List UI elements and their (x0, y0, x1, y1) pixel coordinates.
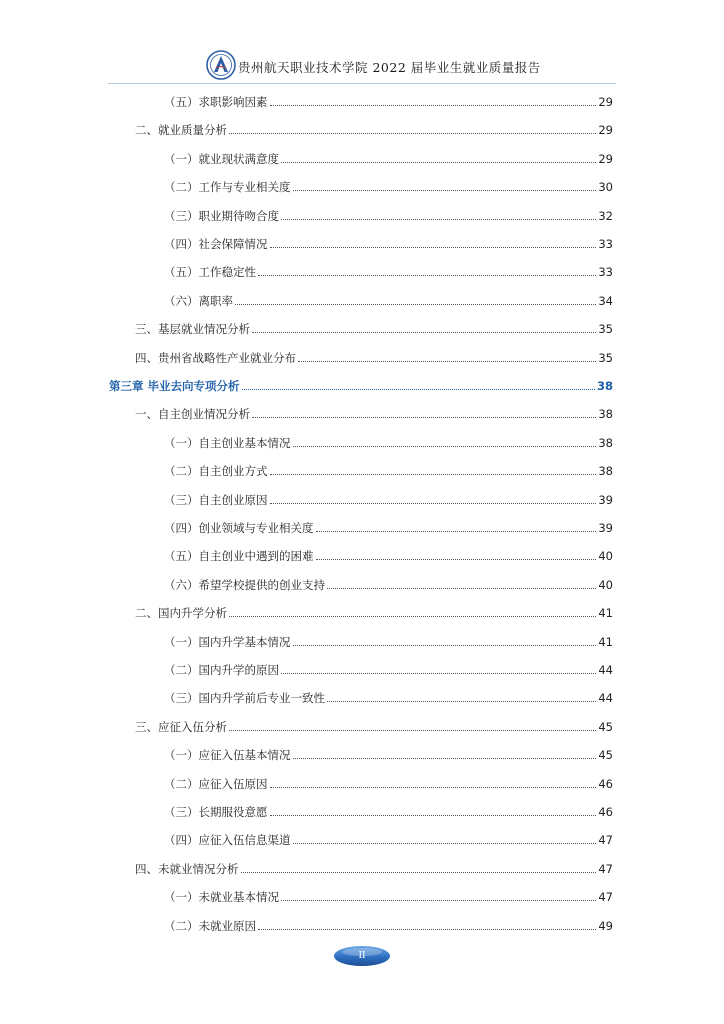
toc-page-number: 33 (598, 237, 613, 251)
toc-dot-leader (327, 701, 596, 702)
toc-entry-title: 二、国内升学分析 (135, 606, 227, 621)
toc-dot-leader (258, 275, 596, 276)
toc-page-number: 38 (598, 435, 613, 450)
toc-entry-title: （五）自主创业中遇到的困难 (164, 549, 314, 564)
toc-page-number: 40 (598, 549, 613, 564)
toc-entry[interactable] (164, 235, 613, 253)
toc-dot-leader (293, 446, 597, 447)
toc-page-number: 35 (598, 350, 613, 365)
toc-dot-leader (281, 900, 596, 901)
toc-entry-title: （四）应征入伍信息渠道 (164, 833, 291, 848)
toc-entry-title: （五）求职影响因素 (164, 95, 268, 109)
toc-dot-leader (242, 389, 595, 390)
toc-dot-leader (270, 474, 597, 475)
toc-dot-leader (327, 588, 596, 589)
header-title: 贵州航天职业技术学院 2022 届毕业生就业质量报告 (238, 60, 541, 75)
toc-dot-leader (252, 332, 596, 333)
toc-entry-title: 一、自主创业情况分析 (135, 407, 250, 422)
toc-page-number: 44 (598, 663, 613, 677)
toc-entry[interactable] (164, 263, 613, 281)
toc-entry[interactable] (164, 917, 613, 935)
toc-dot-leader (316, 531, 597, 532)
toc-entry-title: （二）自主创业方式 (164, 464, 268, 479)
toc-entry[interactable] (164, 661, 613, 679)
toc-entry[interactable] (135, 604, 613, 622)
toc-dot-leader (229, 730, 596, 731)
toc-dot-leader (241, 872, 597, 873)
toc-entry[interactable] (164, 519, 613, 537)
toc-dot-leader (270, 503, 597, 504)
toc-page-number: 46 (598, 805, 613, 819)
toc-dot-leader (235, 304, 596, 305)
toc-entry-title: 四、贵州省战略性产业就业分布 (135, 350, 296, 365)
toc-entry-title: （三）长期服役意愿 (164, 805, 268, 819)
toc-entry-title: （二）未就业原因 (164, 918, 256, 933)
toc-entry-title: （三）自主创业原因 (164, 492, 268, 507)
toc-entry[interactable] (135, 121, 613, 139)
toc-entry-title: （二）工作与专业相关度 (164, 180, 291, 195)
toc-entry-title: （一）应征入伍基本情况 (164, 748, 291, 763)
toc-entry-title: （三）国内升学前后专业一致性 (164, 691, 325, 706)
toc-page-number: 46 (598, 776, 613, 791)
toc-dot-leader (270, 787, 597, 788)
toc-entry-title: （四）创业领域与专业相关度 (164, 521, 314, 535)
toc-dot-leader (252, 417, 596, 418)
toc-dot-leader (316, 559, 597, 560)
toc-entry-title: （二）国内升学的原因 (164, 663, 279, 677)
toc-entry[interactable] (164, 491, 613, 509)
toc-entry[interactable] (164, 803, 613, 821)
toc-dot-leader (281, 162, 596, 163)
toc-page-number: 41 (598, 606, 613, 621)
toc-page-number: 33 (598, 265, 613, 280)
toc-page-number: 40 (598, 577, 613, 592)
toc-dot-leader (293, 645, 597, 646)
toc-page-number: 49 (598, 918, 613, 933)
toc-entry[interactable] (164, 689, 613, 707)
toc-entry[interactable] (164, 775, 613, 793)
toc-dot-leader (258, 929, 596, 930)
toc-entry[interactable] (164, 547, 613, 565)
toc-page-number: 32 (598, 208, 613, 223)
toc-entry-title: （五）工作稳定性 (164, 265, 256, 280)
toc-entry[interactable] (164, 434, 613, 452)
toc-entry-title: 三、基层就业情况分析 (135, 322, 250, 337)
toc-entry-title: 三、应征入伍分析 (135, 719, 227, 734)
toc-page-number: 34 (598, 293, 613, 308)
toc-entry[interactable] (164, 633, 613, 651)
toc-page-number: 45 (598, 719, 613, 734)
toc-page-number: 38 (598, 407, 613, 422)
toc-entry[interactable] (164, 93, 613, 111)
toc-entry[interactable] (135, 718, 613, 736)
toc-dot-leader (281, 673, 596, 674)
toc-entry[interactable] (164, 150, 613, 168)
toc-entry-title: （四）社会保障情况 (164, 237, 268, 251)
toc-page-number: 41 (598, 634, 613, 649)
toc-page-number: 29 (598, 151, 613, 166)
toc-dot-leader (270, 247, 597, 248)
page-number: II (358, 951, 366, 961)
toc-entry[interactable] (135, 320, 613, 338)
toc-page-number: 47 (598, 890, 613, 905)
toc-page-number: 29 (598, 95, 613, 109)
toc-dot-leader (293, 190, 597, 191)
toc-dot-leader (229, 616, 596, 617)
toc-entry-title: （二）应征入伍原因 (164, 776, 268, 791)
toc-entry-title: 二、就业质量分析 (135, 123, 227, 138)
toc-dot-leader (270, 105, 597, 106)
toc-page-number: 29 (598, 123, 613, 138)
toc-entry[interactable] (164, 576, 613, 594)
toc-page-number: 39 (598, 521, 613, 535)
toc-dot-leader (298, 361, 596, 362)
toc-entry[interactable] (164, 831, 613, 849)
toc-dot-leader (270, 815, 597, 816)
toc-page-number: 47 (598, 861, 613, 876)
toc-page-number: 47 (598, 833, 613, 848)
toc-entry-title: （一）国内升学基本情况 (164, 634, 291, 649)
toc-chapter-entry[interactable] (109, 377, 613, 395)
toc-entry-title: （三）职业期待吻合度 (164, 208, 279, 223)
toc-page-number: 30 (598, 180, 613, 195)
toc-entry[interactable] (135, 405, 613, 423)
toc-entry[interactable] (164, 292, 613, 310)
toc-entry[interactable] (135, 349, 613, 367)
toc-page-number: 38 (598, 464, 613, 479)
toc-entry-title: （六）希望学校提供的创业支持 (164, 577, 325, 592)
toc-entry-title: （一）自主创业基本情况 (164, 435, 291, 450)
toc-entry[interactable] (164, 207, 613, 225)
toc-dot-leader (293, 843, 597, 844)
toc-entry-title: （一）未就业基本情况 (164, 890, 279, 905)
toc-page-number: 44 (598, 691, 613, 706)
toc-entry[interactable] (135, 860, 613, 878)
toc-entry[interactable] (164, 746, 613, 764)
toc-entry-title: 四、未就业情况分析 (135, 861, 239, 876)
toc-page-number: 45 (598, 748, 613, 763)
toc-page-number: 38 (596, 379, 613, 393)
toc-dot-leader (229, 133, 596, 134)
toc-entry-title: 第三章 毕业去向专项分析 (109, 379, 240, 393)
toc-entry[interactable] (164, 178, 613, 196)
toc-dot-leader (293, 758, 597, 759)
toc-page-number: 39 (598, 492, 613, 507)
toc-entry-title: （六）离职率 (164, 293, 233, 308)
toc-entry[interactable] (164, 888, 613, 906)
toc-dot-leader (281, 219, 596, 220)
toc-entry-title: （一）就业现状满意度 (164, 151, 279, 166)
toc-page-number: 35 (598, 322, 613, 337)
toc-entry[interactable] (164, 462, 613, 480)
